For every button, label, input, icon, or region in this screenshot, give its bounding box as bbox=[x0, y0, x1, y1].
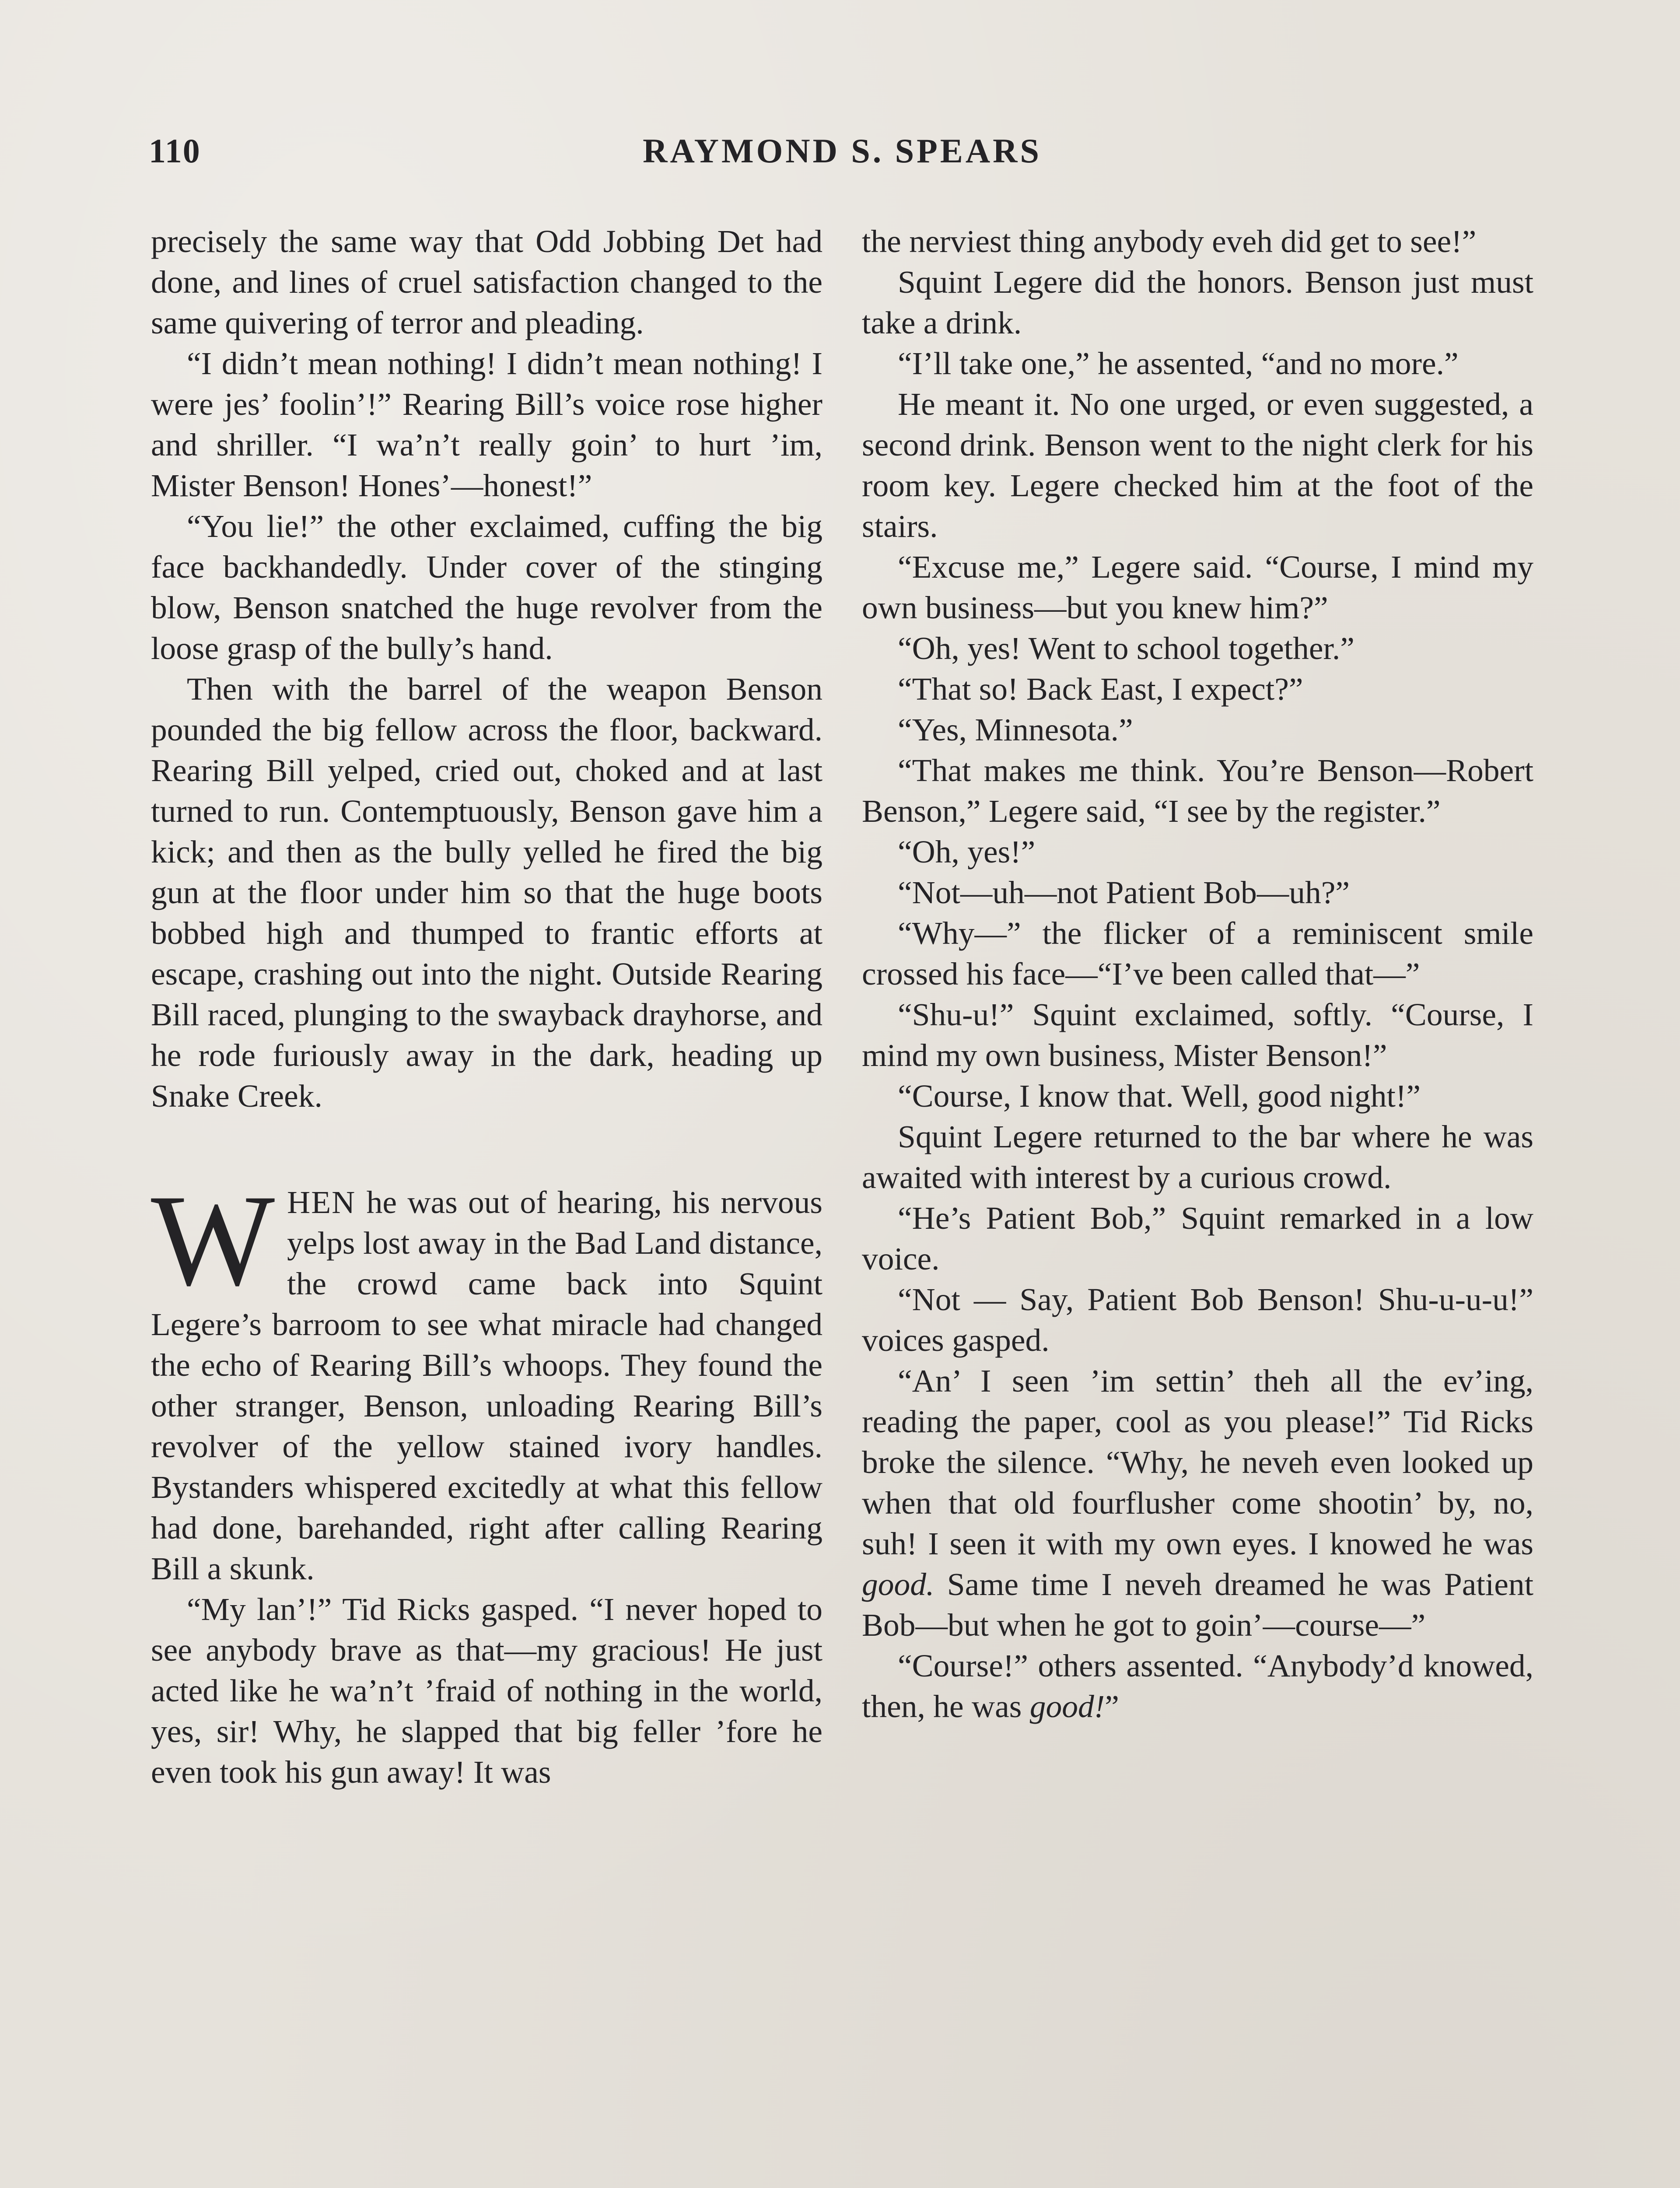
paragraph: “That so! Back East, I expect?” bbox=[898, 671, 1303, 707]
page-number: 110 bbox=[149, 132, 201, 170]
paragraph-text: ” bbox=[1105, 1689, 1119, 1724]
paragraph: Squint Legere did the honors. Benson just must take a drink. bbox=[862, 264, 1533, 340]
paragraph: “That makes me think. You’re Benson—Robert Benson,” Legere said, “I see by the register.” bbox=[862, 753, 1533, 829]
paragraph-text: Same time I neveh dreamed he was Patient Bob—but when he got to goin’—course—” bbox=[862, 1567, 1533, 1643]
paragraph-text: “An’ I seen ’im settin’ theh all the ev’ing, reading the paper, cool as you please!” Tid Ricks broke the silence. “Why, he neveh even looked up when that old fourflusher come shootin’ by, no, suh! I seen it with my own eyes. I knowed he was bbox=[862, 1363, 1533, 1561]
paragraph: “I didn’t mean nothing! I didn’t mean nothing! I were jes’ foolin’!” Rearing Bill’s voice rose higher and shriller. “I wa’n’t really goin’ to hurt ’im, Mister Benson! Hones’—honest!” bbox=[151, 346, 822, 503]
paragraph: the nerviest thing anybody eveh did get to see!” bbox=[862, 224, 1477, 259]
paragraph: “He’s Patient Bob,” Squint remarked in a low voice. bbox=[862, 1200, 1533, 1276]
paragraph: He meant it. No one urged, or even suggested, a second drink. Benson went to the night clerk for his room key. Legere checked him at the foot of the stairs. bbox=[862, 386, 1533, 544]
author-name: RAYMOND S. SPEARS bbox=[643, 132, 1042, 170]
left-column bbox=[151, 221, 822, 1792]
paragraph: “Yes, Minnesota.” bbox=[898, 712, 1133, 747]
paragraph: precisely the same way that Odd Jobbing Det had done, and lines of cruel satisfaction changed to the same quivering of terror and pleading. bbox=[151, 224, 822, 340]
italic-word: good! bbox=[1029, 1689, 1105, 1724]
right-column bbox=[862, 221, 1533, 1727]
paragraph: “Oh, yes! Went to school together.” bbox=[898, 631, 1354, 666]
paragraph: “I’ll take one,” he assented, “and no more.” bbox=[898, 346, 1459, 381]
section-opening-paragraph bbox=[151, 1168, 822, 1589]
paragraph: “Course, I know that. Well, good night!” bbox=[898, 1078, 1421, 1114]
paragraph: “You lie!” the other exclaimed, cuffing the big face backhandedly. Under cover of the stinging blow, Benson snatched the huge revolver from the loose grasp of the bully’s hand. bbox=[151, 508, 822, 666]
paragraph bbox=[862, 1360, 1533, 1645]
paragraph bbox=[862, 1645, 1533, 1727]
paragraph: “Not — Say, Patient Bob Benson! Shu-u-u-u!” voices gasped. bbox=[862, 1282, 1533, 1358]
running-header bbox=[149, 131, 1536, 179]
lead-in-caps: HEN bbox=[287, 1185, 356, 1220]
paragraph: “Why—” the flicker of a reminiscent smile crossed his face—“I’ve been called that—” bbox=[862, 915, 1533, 992]
paragraph-text: he was out of hearing, his nervous yelps lost away in the Bad Land distance, the crowd came back into Squint Legere’s barroom to see what miracle had changed the echo of Rearing Bill’s whoops. They found the other stranger, Benson, unloading Rearing Bill’s revolver of the yellow stained ivory handles. Bystanders whispered excitedly at what this fellow had done, barehanded, right after calling Rearing Bill a skunk. bbox=[151, 1185, 822, 1586]
paragraph: “Oh, yes!” bbox=[898, 834, 1036, 870]
paragraph: Then with the barrel of the weapon Benson pounded the big fellow across the floor, backward. Rearing Bill yelped, cried out, choked and at last turned to run. Contemptuously, Benson gave him a kick; and then as the bully yelled he fired the big gun at the floor under him so that the huge boots bobbed high and thumped to frantic efforts at escape, crashing out into the night. Outside Rearing Bill raced, plunging to the swayback drayhorse, and he rode furiously away in the dark, heading up Snake Creek. bbox=[151, 671, 822, 1114]
paragraph: “My lan’!” Tid Ricks gasped. “I never hoped to see anybody brave as that—my gracious! He just acted like he wa’n’t ’fraid of nothing in the world, yes, sir! Why, he slapped that big feller ’fore he even took his gun away! It was bbox=[151, 1592, 822, 1790]
paragraph: Squint Legere returned to the bar where he was awaited with interest by a curious crowd. bbox=[862, 1119, 1533, 1195]
italic-word: good. bbox=[862, 1567, 934, 1602]
drop-cap: W bbox=[151, 1168, 275, 1313]
paragraph: “Shu-u!” Squint exclaimed, softly. “Course, I mind my own business, Mister Benson!” bbox=[862, 997, 1533, 1073]
paragraph: “Not—uh—not Patient Bob—uh?” bbox=[898, 875, 1350, 910]
paragraph: “Excuse me,” Legere said. “Course, I mind my own business—but you knew him?” bbox=[862, 549, 1533, 625]
paragraph-text: “Course!” others assented. “Anybody’d knowed, then, he was bbox=[862, 1648, 1533, 1724]
